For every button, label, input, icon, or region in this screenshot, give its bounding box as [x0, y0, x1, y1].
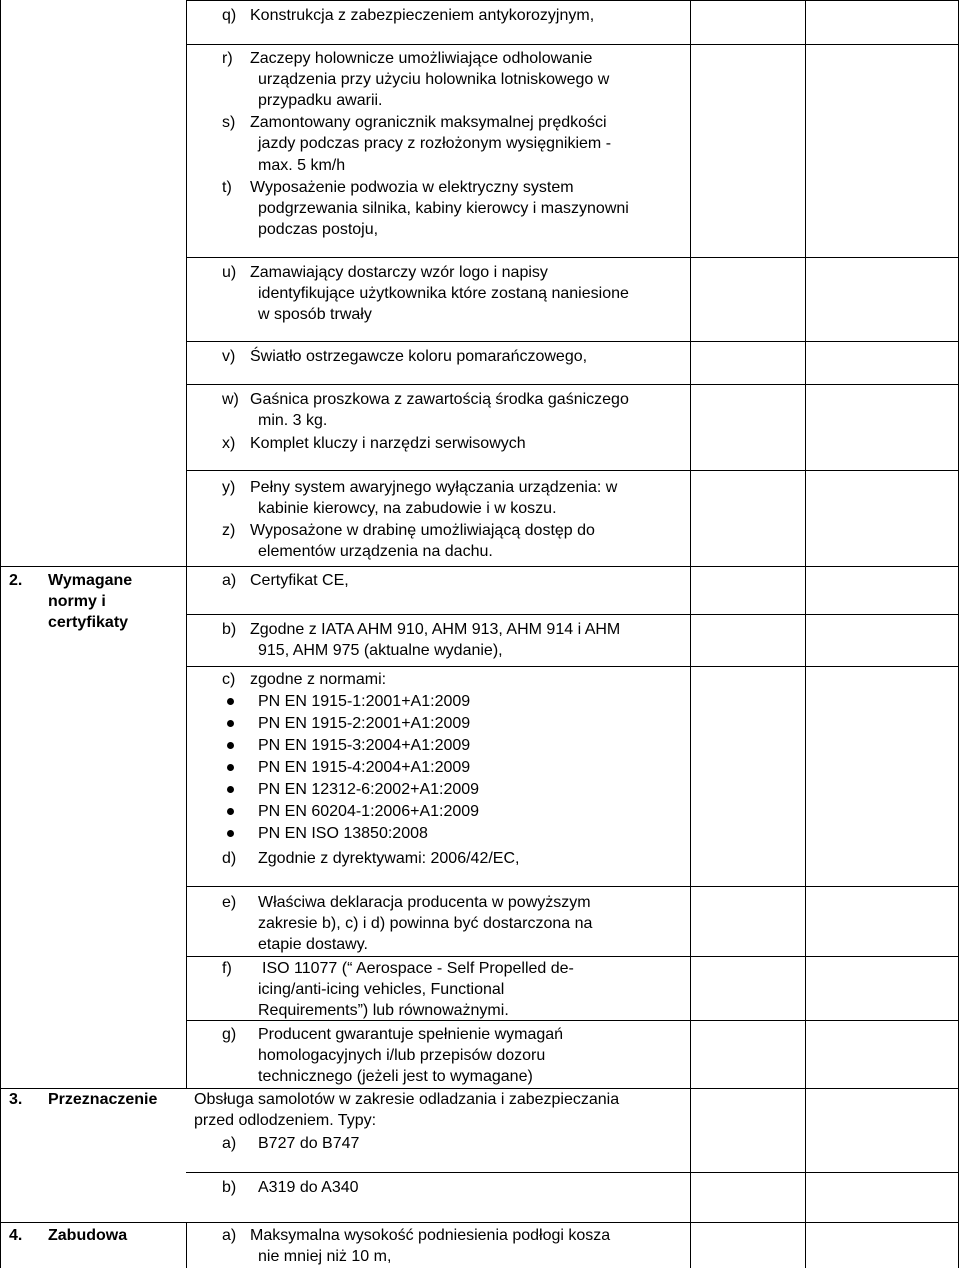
item-s-text-l2: jazdy podczas pracy z rozłożonym wysięgnikiem - — [258, 135, 612, 152]
purpose-intro-l2: przed odlodzeniem. Typy: — [194, 1112, 377, 1129]
cert-f-text-l3: Requirements”) lub równoważnymi. — [258, 1002, 509, 1019]
bullet-icon — [227, 720, 234, 727]
cert-a-letter: a) — [222, 572, 237, 589]
row-line-6 — [186, 470, 958, 471]
build-a-text-l1: Maksymalna wysokość podniesienia podłogi kosza — [250, 1227, 611, 1244]
item-t-letter: t) — [222, 179, 232, 196]
row2-title-l2: normy i — [48, 593, 106, 610]
item-r-text-l2: urządzenia przy użyciu holownika lotniskowego w — [258, 71, 610, 88]
item-u-letter: u) — [222, 264, 237, 281]
purpose-a-text: B727 do B747 — [258, 1135, 360, 1152]
cert-d-letter: d) — [222, 850, 237, 867]
row-line-7 — [0, 566, 958, 567]
row-line-4 — [186, 341, 958, 342]
cert-b-text-l2: 915, AHM 975 (aktualne wydanie), — [258, 642, 503, 659]
item-r-letter: r) — [222, 50, 233, 67]
cert-g-text-l2: homologacyjnych i/lub przepisów dozoru — [258, 1047, 546, 1064]
bullet-icon — [227, 808, 234, 815]
item-t-text-l1: Wyposażenie podwozia w elektryczny system — [250, 179, 574, 196]
norm-2: PN EN 1915-2:2001+A1:2009 — [258, 715, 471, 732]
purpose-intro-l1: Obsługa samolotów w zakresie odladzania i zabezpieczania — [194, 1091, 620, 1108]
cert-b-letter: b) — [222, 621, 237, 638]
item-z-text-l2: elementów urządzenia na dachu. — [258, 543, 493, 560]
norm-5: PN EN 12312-6:2002+A1:2009 — [258, 781, 480, 798]
row2-title-l3: certyfikaty — [48, 614, 129, 631]
table-border-right — [958, 0, 959, 1268]
row-line-14 — [186, 1172, 958, 1173]
row4-title: Zabudowa — [48, 1227, 128, 1244]
row-line-15 — [0, 1222, 958, 1223]
row-line-11 — [186, 956, 958, 957]
cert-e-letter: e) — [222, 894, 237, 911]
bullet-icon — [227, 786, 234, 793]
row3-title: Przeznaczenie — [48, 1091, 158, 1108]
row-line-10 — [186, 886, 958, 887]
item-u-text-l3: w sposób trwały — [258, 306, 372, 323]
cert-f-text-l1: ISO 11077 (“ Aerospace - Self Propelled de- — [262, 960, 574, 977]
item-u-text-l1: Zamawiający dostarczy wzór logo i napisy — [250, 264, 548, 281]
cert-f-letter: f) — [222, 960, 232, 977]
cert-g-text-l1: Producent gwarantuje spełnienie wymagań — [258, 1026, 564, 1043]
purpose-a-letter: a) — [222, 1135, 237, 1152]
item-z-letter: z) — [222, 522, 236, 539]
cert-e-text-l3: etapie dostawy. — [258, 936, 368, 953]
bullet-icon — [227, 742, 234, 749]
item-x-text: Komplet kluczy i narzędzi serwisowych — [250, 435, 526, 452]
bullet-icon — [227, 830, 234, 837]
item-s-text-l3: max. 5 km/h — [258, 157, 346, 174]
norm-7: PN EN ISO 13850:2008 — [258, 825, 428, 842]
purpose-b-text: A319 do A340 — [258, 1179, 359, 1196]
cert-a-text: Certyfikat CE, — [250, 572, 349, 589]
item-y-text-l1: Pełny system awaryjnego wyłączania urządzenia: w — [250, 479, 618, 496]
bullet-icon — [227, 698, 234, 705]
item-y-letter: y) — [222, 479, 236, 496]
row-line-5 — [186, 384, 958, 385]
col-divider-1b — [186, 1222, 187, 1268]
col-divider-3 — [805, 0, 806, 1268]
row2-number: 2. — [9, 572, 23, 589]
table-border-left — [0, 0, 1, 1268]
row-line-1 — [186, 0, 958, 1]
cert-g-text-l3: technicznego (jeżeli jest to wymagane) — [258, 1068, 533, 1085]
item-z-text-l1: Wyposażone w drabinę umożliwiającą dostęp do — [250, 522, 595, 539]
cert-f-text-l2: icing/anti-icing vehicles, Functional — [258, 981, 505, 998]
item-s-text-l1: Zamontowany ogranicznik maksymalnej prędkości — [250, 114, 607, 131]
col-divider-1 — [186, 0, 187, 1088]
norm-3: PN EN 1915-3:2004+A1:2009 — [258, 737, 471, 754]
item-w-letter: w) — [222, 391, 239, 408]
item-x-letter: x) — [222, 435, 236, 452]
item-t-text-l2: podgrzewania silnika, kabiny kierowcy i maszynowni — [258, 200, 629, 217]
row4-number: 4. — [9, 1227, 23, 1244]
purpose-b-letter: b) — [222, 1179, 237, 1196]
norm-1: PN EN 1915-1:2001+A1:2009 — [258, 693, 471, 710]
row-line-2 — [186, 44, 958, 45]
row2-title-l1: Wymagane — [48, 572, 133, 589]
cert-b-text-l1: Zgodne z IATA AHM 910, AHM 913, AHM 914 i AHM — [250, 621, 621, 638]
item-q-text: Konstrukcja z zabezpieczeniem antykorozyjnym, — [250, 7, 595, 24]
bullet-icon — [227, 764, 234, 771]
cert-c-letter: c) — [222, 671, 236, 688]
item-v-text: Światło ostrzegawcze koloru pomarańczowego, — [250, 348, 588, 365]
item-q-letter: q) — [222, 7, 237, 24]
cert-c-text: zgodne z normami: — [250, 671, 387, 688]
build-a-text-l2: nie mniej niż 10 m, — [258, 1248, 392, 1265]
item-r-text-l1: Zaczepy holownicze umożliwiające odholowanie — [250, 50, 593, 67]
norm-6: PN EN 60204-1:2006+A1:2009 — [258, 803, 480, 820]
item-t-text-l3: podczas postoju, — [258, 221, 379, 238]
item-s-letter: s) — [222, 114, 236, 131]
item-v-letter: v) — [222, 348, 236, 365]
item-w-text-l1: Gaśnica proszkowa z zawartością środka gaśniczego — [250, 391, 629, 408]
item-u-text-l2: identyfikujące użytkownika które zostaną naniesione — [258, 285, 629, 302]
col-divider-2 — [690, 0, 691, 1268]
norm-4: PN EN 1915-4:2004+A1:2009 — [258, 759, 471, 776]
build-a-letter: a) — [222, 1227, 237, 1244]
cert-g-letter: g) — [222, 1026, 237, 1043]
item-y-text-l2: kabinie kierowcy, na zabudowie i w koszu. — [258, 500, 557, 517]
row-line-9 — [186, 666, 958, 667]
item-w-text-l2: min. 3 kg. — [258, 412, 328, 429]
row-line-8 — [186, 614, 958, 615]
row-line-3 — [186, 257, 958, 258]
cert-e-text-l1: Właściwa deklaracja producenta w powyższym — [258, 894, 591, 911]
row3-number: 3. — [9, 1091, 23, 1108]
item-r-text-l3: przypadku awarii. — [258, 92, 383, 109]
cert-d-text: Zgodnie z dyrektywami: 2006/42/EC, — [258, 850, 520, 867]
cert-e-text-l2: zakresie b), c) i d) powinna być dostarczona na — [258, 915, 593, 932]
